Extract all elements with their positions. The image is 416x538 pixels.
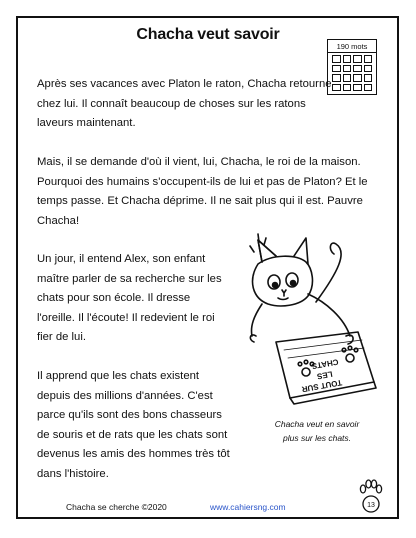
check-box[interactable] xyxy=(332,65,341,73)
footer-copyright: Chacha se cherche ©2020 xyxy=(66,502,167,512)
footer-website-link[interactable]: www.cahiersng.com xyxy=(210,502,286,512)
book-title-line: LES xyxy=(316,369,334,381)
word-count-label: 190 mots xyxy=(328,40,376,53)
check-box[interactable] xyxy=(364,74,373,82)
check-box[interactable] xyxy=(353,84,362,92)
caption-line: plus sur les chats. xyxy=(282,433,352,443)
cat-reading-book-illustration xyxy=(228,232,378,412)
check-box[interactable] xyxy=(364,55,373,63)
check-box[interactable] xyxy=(343,74,352,82)
caption-line: Chacha veut en savoir xyxy=(274,419,360,429)
check-box[interactable] xyxy=(353,65,362,73)
story-title: Chacha veut savoir xyxy=(136,26,280,43)
illustration-caption xyxy=(262,417,372,445)
paw-print-icon xyxy=(358,478,384,514)
check-box[interactable] xyxy=(343,65,352,73)
check-box[interactable] xyxy=(332,55,341,63)
check-box[interactable] xyxy=(343,84,352,92)
book-title-line: CHATS xyxy=(311,357,340,371)
check-box[interactable] xyxy=(353,74,362,82)
paragraph: Un jour, il entend Alex, son enfant maître parler de sa recherche sur les chats pour son école. Il dresse l'oreille. Il l'écoute! Il redevient le roi fier de lui. xyxy=(37,253,222,344)
check-box[interactable] xyxy=(343,55,352,63)
paragraph: Il apprend que les chats existent depuis des millions d'années. C'est parce qu'ils sont des bons chasseurs de souris et de rats que les chats sont devenus les amis des hommes très tôt dans l'histoire. xyxy=(37,370,230,480)
paragraph: Après ses vacances avec Platon le raton, Chacha retourne chez lui. Il connaît beaucoup de choses sur les ratons laveurs maintenant. xyxy=(37,78,332,130)
book-title-line: TOUT SUR xyxy=(301,377,343,394)
check-box[interactable] xyxy=(364,65,373,73)
paragraph: Mais, il se demande d'où il vient, lui, Chacha, le roi de la maison. Pourquoi des humains s'occupent-ils de lui et pas de Platon? Et le temps passe. Et Chacha déprime. Il ne sait plus qui il est. Pauvre Chacha! xyxy=(37,156,368,227)
check-box[interactable] xyxy=(364,84,373,92)
page-number: 13 xyxy=(367,502,375,509)
reading-checkbox-grid xyxy=(332,55,372,91)
check-box[interactable] xyxy=(353,55,362,63)
